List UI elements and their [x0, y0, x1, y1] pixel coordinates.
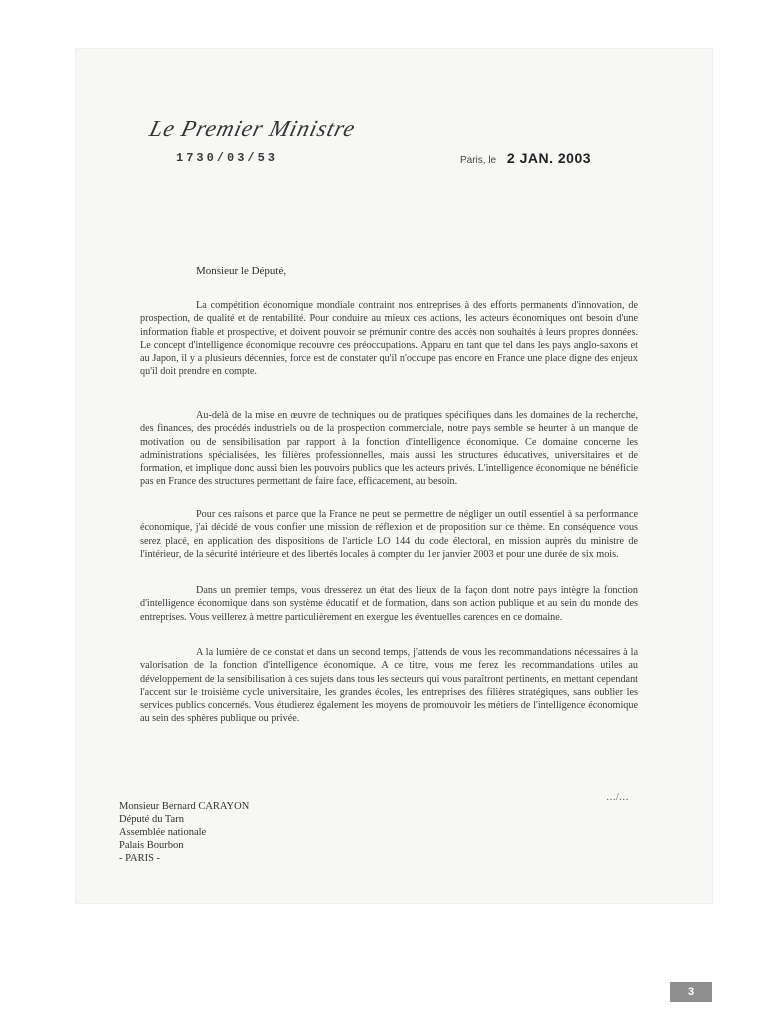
recipient-city: - PARIS -	[119, 853, 161, 864]
letterhead: Le Premier Ministre	[147, 116, 359, 141]
body-paragraph-5: A la lumière de ce constat et dans un second temps, j'attends de vous les recommandations nécessaires à la valorisation de la fonction d'intelligence économique. A ce titre, vous me ferez les recommandations utiles au développement de la sensibilisation à ces sujets dans tous les secteurs qui vous paraîtront pertinents, en mettant cependant l'accent sur le troisième cycle universitaire, les grandes écoles, les entreprises des filières stratégiques, sans oublier les services publics concernés. Vous étudierez également les moyens de promouvoir les métiers de l'intelligence économique au sein des sphères publique ou privée.	[140, 647, 638, 725]
recipient-name: Monsieur Bernard CARAYON	[119, 801, 250, 812]
recipient-address	[119, 800, 249, 865]
recipient-institution: Assemblée nationale	[119, 827, 207, 838]
body-paragraph-4: Dans un premier temps, vous dresserez un état des lieux de la façon dont notre pays intègre la fonction d'intelligence économique dans son système éducatif et de formation, dans son action publique et au sein du monde des entreprises. Vous veillerez à mettre particulièrement en exergue les éventuelles carences en ce domaine.	[140, 585, 638, 623]
body-paragraph-2: Au-delà de la mise en œuvre de techniques ou de pratiques spécifiques dans les domaines de la recherche, des finances, des procédés industriels ou de la prospection commerciale, notre pays semble se heurter à un manque de motivation ou de sensibilisation par rapport à la fonction d'intelligence économique. Ce domaine concerne les administrations spécialisées, les filières professionnelles, mais aussi les structures éducatives, universitaires et de formation, et implique donc aussi bien les pouvoirs publics que les acteurs privés. L'intelligence économique ne bénéficie pas en France des structures permettant de faire face, efficacement, au besoin.	[140, 410, 638, 488]
date-stamp: 2 JAN. 2003	[506, 150, 592, 166]
continuation-mark: …/…	[606, 792, 629, 803]
recipient-title: Député du Tarn	[119, 814, 184, 825]
body-paragraph-3: Pour ces raisons et parce que la France ne peut se permettre de négliger un outil essentiel à sa performance économique, j'ai décidé de vous confier une mission de réflexion et de proposition sur ce thème. En conséquence vous serez placé, en application des dispositions de l'article LO 144 du code électoral, en mission auprès du ministre de l'intérieur, de la sécurité intérieure et des libertés locales à compter du 1er janvier 2003 et pour une durée de six mois.	[140, 509, 638, 560]
salutation: Monsieur le Député,	[196, 265, 287, 277]
body-paragraph-1: La compétition économique mondiale contraint nos entreprises à des efforts permanents d'innovation, de prospection, de qualité et de rentabilité. Pour conduire au mieux ces actions, les acteurs économiques ont besoin d'une information fiable et prospective, et doivent pouvoir se prémunir contre des accès non souhaités à leurs propres données. Le concept d'intelligence économique recouvre ces préoccupations. Apparu en tant que tel dans les pays anglo-saxons et au Japon, il y a plusieurs décennies, force est de constater qu'il n'occupe pas encore en France une place digne des enjeux qu'il doit prendre en compte.	[140, 300, 638, 378]
place-label: Paris, le	[460, 155, 497, 166]
page-number-badge: 3	[670, 982, 712, 1002]
place-and-date	[460, 150, 591, 166]
recipient-building: Palais Bourbon	[119, 840, 184, 851]
reference-number: 1730/03/53	[176, 151, 279, 165]
